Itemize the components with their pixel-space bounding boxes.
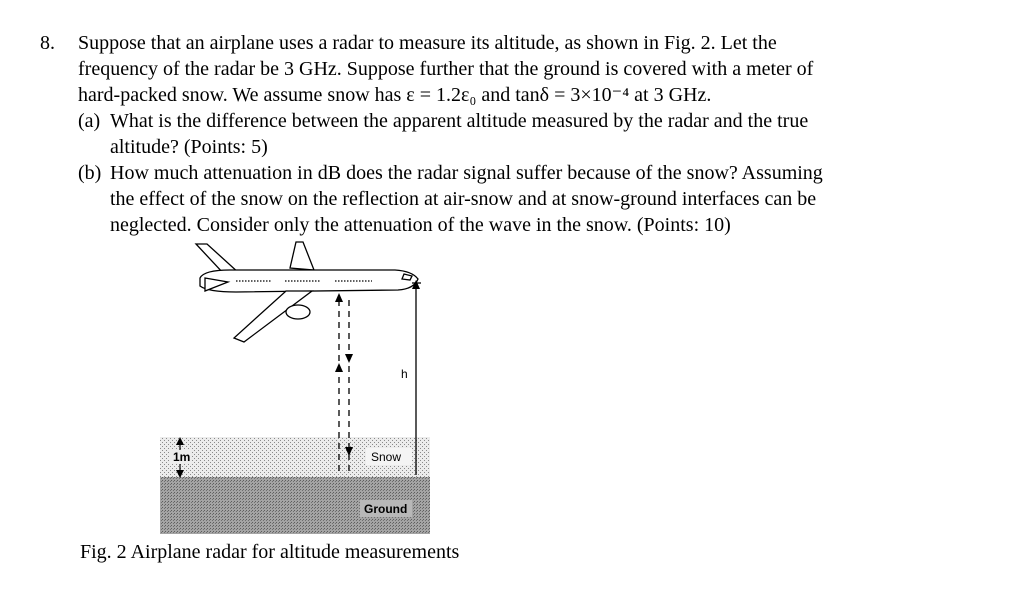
question-number: 8.: [40, 32, 55, 54]
arrow-down-icon: [345, 354, 353, 363]
part-b-line: How much attenuation in dB does the radar signal suffer because of the snow? Assuming: [110, 162, 823, 184]
part-a-line: altitude? (Points: 5): [110, 136, 268, 158]
ground-label: Ground: [364, 502, 408, 516]
part-a-line: What is the difference between the apparent altitude measured by the radar and the true: [110, 110, 809, 132]
arrow-up-icon: [335, 293, 343, 302]
question-line: frequency of the radar be 3 GHz. Suppose further that the ground is covered with a meter of: [78, 58, 814, 80]
figure-caption: Fig. 2 Airplane radar for altitude measurements: [80, 541, 460, 563]
radar-arrows: [335, 293, 353, 456]
snow-depth-label: 1m: [173, 450, 191, 464]
arrow-up-icon: [335, 363, 343, 372]
question-line: hard-packed snow. We assume snow has ε = 1.2ε₀ and tanδ = 3×10⁻⁴ at 3 GHz.: [78, 84, 712, 106]
altitude-label: h: [401, 367, 408, 381]
part-b-line: the effect of the snow on the reflection at air-snow and at snow-ground interfaces can be: [110, 188, 817, 210]
question-line: Suppose that an airplane uses a radar to measure its altitude, as shown in Fig. 2. Let the: [78, 32, 777, 54]
snow-label: Snow: [371, 450, 402, 464]
airplane-icon: [196, 242, 418, 342]
part-a-label: (a): [78, 110, 101, 132]
part-b-line: neglected. Consider only the attenuation of the wave in the snow. (Points: 10): [110, 214, 731, 236]
part-b-label: (b): [78, 162, 102, 184]
